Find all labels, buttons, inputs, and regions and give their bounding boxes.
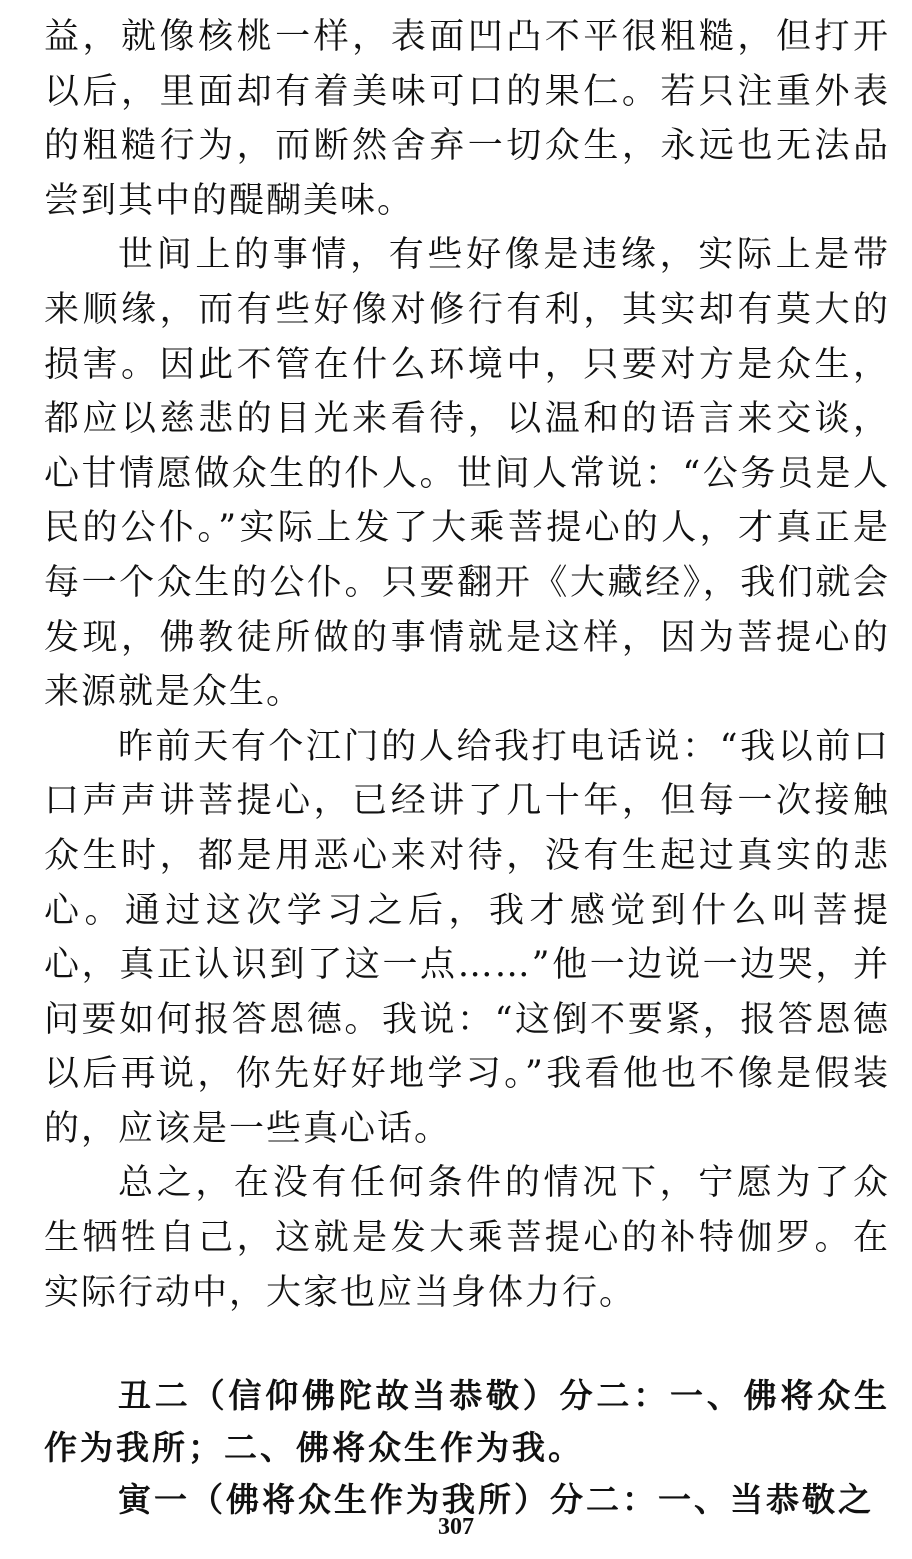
section-heading-chou-er: 丑二（信仰佛陀故当恭敬）分二：一、佛将众生作为我所；二、佛将众生作为我。 (44, 1376, 890, 1468)
paragraph-conclusion: 总之，在没有任何条件的情况下，宁愿为了众生牺牲自己，这就是发大乘菩提心的补特伽罗。在实际行动中，大家也应当身体力行。 (44, 1163, 890, 1313)
section-heading-yin-yi: 寅一（佛将众生作为我所）分二：一、当恭敬之 (118, 1480, 874, 1520)
paragraph-continuation: 益，就像核桃一样，表面凹凸不平很粗糙，但打开以后，里面却有着美味可口的果仁。若只注重外表的粗糙行为，而断然舍弃一切众生，永远也无法品尝到其中的醍醐美味。 (44, 17, 890, 221)
paragraph-worldly-matters: 世间上的事情，有些好像是违缘，实际上是带来顺缘，而有些好像对修行有利，其实却有莫大的损害。因此不管在什么环境中，只要对方是众生，都应以慈悲的目光来看待，以温和的语言来交谈，心甘情愿做众生的仆人。世间人常说：“公务员是人民的公仆。”实际上发了大乘菩提心的人，才真正是每一个众生的公仆。只要翻开《大藏经》，我们就会发现，佛教徒所做的事情就是这样，因为菩提心的来源就是众生。 (44, 235, 890, 713)
page-number: 307 (438, 1514, 474, 1540)
body-text (44, 10, 890, 1526)
paragraph-jiangmen-call: 昨前天有个江门的人给我打电话说：“我以前口口声声讲菩提心，已经讲了几十年，但每一次接触众生时，都是用恶心来对待，没有生起过真实的悲心。通过这次学习之后，我才感觉到什么叫菩提心，真正认识到了这一点……”他一边说一边哭，并问要如何报答恩德。我说：“这倒不要紧，报答恩德以后再说，你先好好地学习。”我看他也不像是假装的，应该是一些真心话。 (44, 726, 890, 1149)
